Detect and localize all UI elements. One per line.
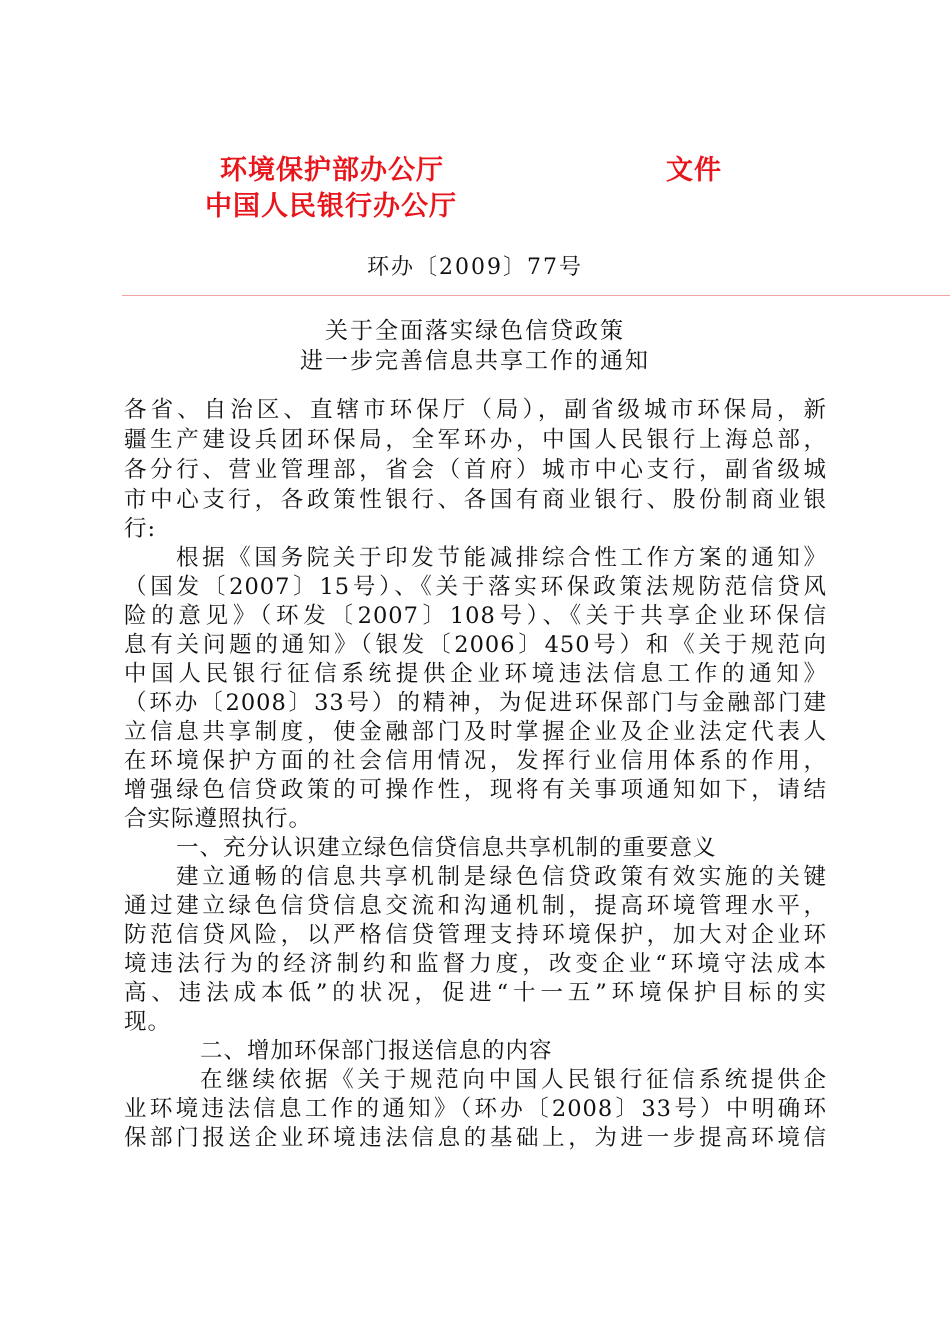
- document-number: 环办〔2009〕77号: [367, 255, 583, 280]
- body-line: 保部门报送企业环境违法信息的基础上，为进一步提高环境信: [124, 1125, 827, 1151]
- document-type-label: 文件: [666, 155, 722, 186]
- body-line: 立信息共享制度，使金融部门及时掌握企业及企业法定代表人: [124, 719, 827, 745]
- header-divider: [122, 295, 950, 296]
- body-line: 市中心支行，各政策性银行、各国有商业银行、股份制商业银: [124, 487, 827, 513]
- body-line: 建立通畅的信息共享机制是绿色信贷政策有效实施的关键: [176, 864, 827, 890]
- body-line: 现。: [124, 1009, 172, 1035]
- section-heading-2: 二、增加环保部门报送信息的内容: [200, 1038, 553, 1064]
- body-line: 高、违法成本低”的状况，促进“十一五”环境保护目标的实: [124, 980, 827, 1006]
- issuer-peoples-bank-office: 中国人民银行办公厅: [205, 191, 457, 222]
- body-line: 在继续依据《关于规范向中国人民银行征信系统提供企: [200, 1067, 827, 1093]
- body-line: 疆生产建设兵团环保局，全军环办，中国人民银行上海总部，: [124, 427, 827, 453]
- document-title-line-1: 关于全面落实绿色信贷政策: [325, 318, 625, 344]
- body-line: 各分行、营业管理部，省会（首府）城市中心支行，副省级城: [124, 457, 827, 483]
- body-line: 险的意见》（环发〔2007〕108号）、《关于共享企业环保信: [124, 603, 827, 629]
- body-line: 在环境保护方面的社会信用情况，发挥行业信用体系的作用，: [124, 748, 827, 774]
- document-title-line-2: 进一步完善信息共享工作的通知: [300, 348, 650, 374]
- issuer-environment-ministry-office: 环境保护部办公厅: [220, 155, 444, 186]
- body-line: 行:: [124, 516, 157, 542]
- body-line: （国发〔2007〕15号）、《关于落实环保政策法规防范信贷风: [124, 574, 827, 600]
- body-line: 防范信贷风险，以严格信贷管理支持环境保护，加大对企业环: [124, 922, 827, 948]
- body-line: 境违法行为的经济制约和监督力度，改变企业“环境守法成本: [124, 951, 827, 977]
- section-heading-1: 一、充分认识建立绿色信贷信息共享机制的重要意义: [176, 835, 717, 861]
- body-line: 通过建立绿色信贷信息交流和沟通机制，提高环境管理水平，: [124, 893, 827, 919]
- body-line: 业环境违法信息工作的通知》（环办〔2008〕33号）中明确环: [124, 1096, 827, 1122]
- body-line: 增强绿色信贷政策的可操作性，现将有关事项通知如下，请结: [124, 777, 827, 803]
- body-line: 各省、自治区、直辖市环保厅（局），副省级城市环保局，新: [124, 397, 827, 423]
- body-line: 合实际遵照执行。: [124, 806, 313, 832]
- body-line: 息有关问题的通知》（银发〔2006〕450号）和《关于规范向: [124, 632, 827, 658]
- body-line: 根据《国务院关于印发节能减排综合性工作方案的通知》: [176, 545, 827, 571]
- body-line: 中国人民银行征信系统提供企业环境违法信息工作的通知》: [124, 661, 827, 687]
- body-line: （环办〔2008〕33号）的精神，为促进环保部门与金融部门建: [124, 690, 827, 716]
